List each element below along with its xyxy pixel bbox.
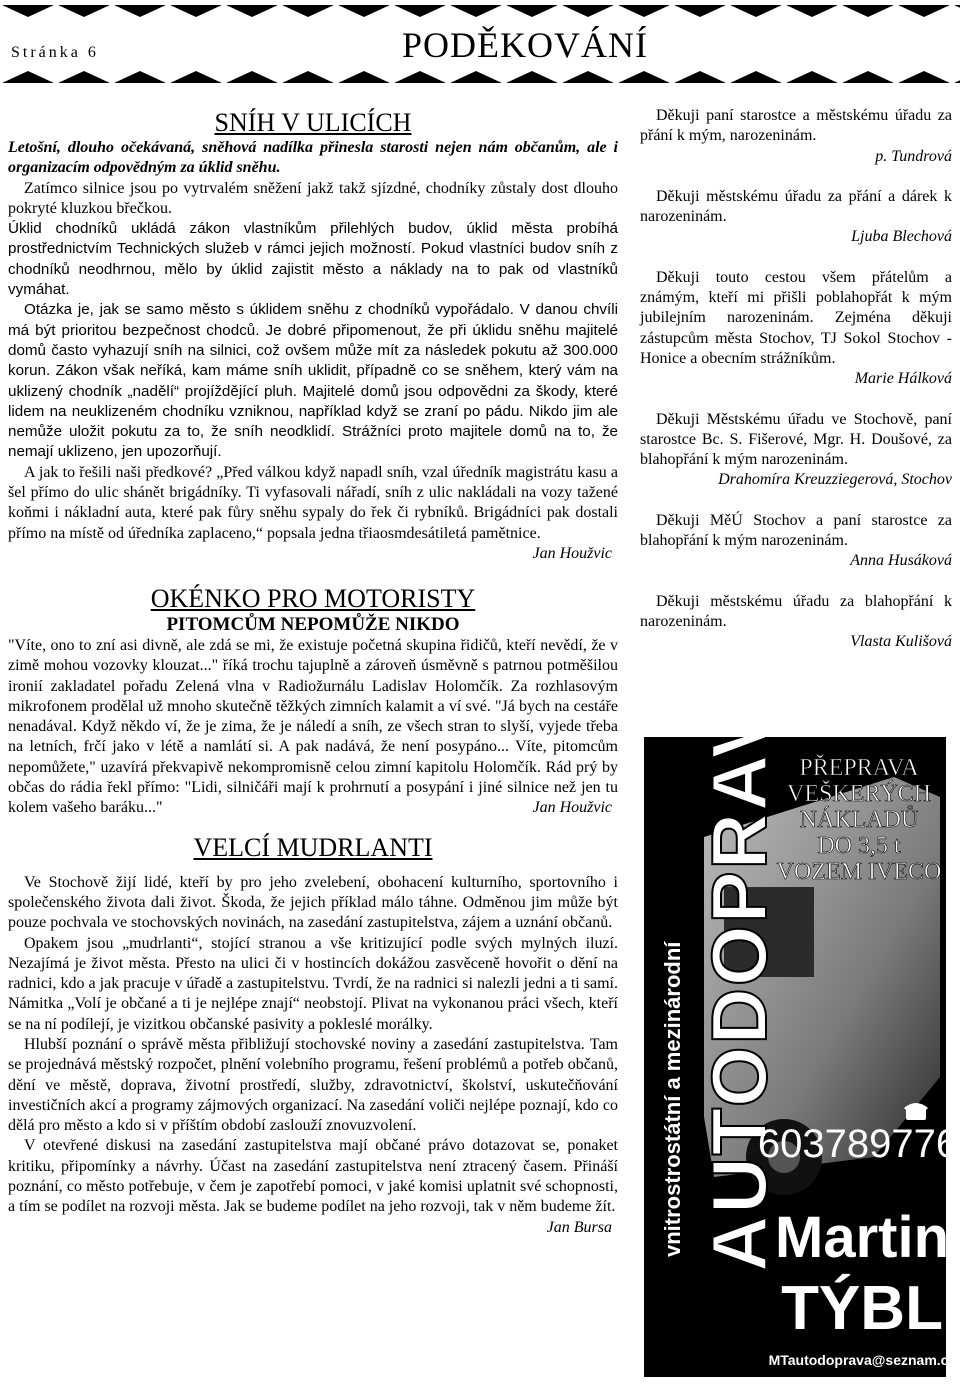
article-author: Jan Houžvic <box>532 544 612 562</box>
thanks-signature: Ljuba Blechová <box>851 228 952 246</box>
advert-graphic <box>644 737 946 1377</box>
article-title-okenko: OKÉNKO PRO MOTORISTY <box>150 583 476 613</box>
page-header <box>0 0 960 86</box>
ad-vertical-big: AUTODOPRAVA <box>695 737 783 1272</box>
ad-line: PŘEPRAVA <box>799 755 919 781</box>
ad-line: VOZEM IVECO <box>776 859 942 885</box>
article-title-velci: VELCÍ MUDRLANTI <box>193 832 433 862</box>
article-paragraph: Úklid chodníků ukládá zákon vlastníkům přilehlých budov, úklid města probíhá prostřednictvím Technických služeb v rámci jejich možností. Pokud vlastníci budov sníh z chodníků neodhrnou, mělo by úklid zajistit město a náklady na to pak od vlastníků vymáhat. <box>8 220 618 299</box>
article-lead: Letošní, dlouho očekávaná, sněhová nadílka přinesla starosti nejen nám občanům, ale i organizacím odpovědným za úklid sněhu. <box>8 139 618 177</box>
article-paragraph: Hlubší poznání o správě města přibližují stochovské noviny a zasedání zastupitelstva. Tam se projednává městský rozpočet, plnění volebního programu, řešení problémů a potřeb občanů, dění ve městě, doprava, životní prostředí, služby, zdravotnictví, školství, uskutečňování investičních akcí a programy zájmových organizací. Na zasedání voliči nejlépe poznají, kdo co dělá pro město a kdo si v příštím období zaslouží znovuzvolení. <box>8 1035 618 1135</box>
thanks-signature: Marie Hálková <box>854 370 952 388</box>
article-paragraph <box>8 636 618 819</box>
ad-first-name: Martin <box>775 1205 946 1270</box>
ad-vertical-small: vnitrostrostátní a mezinárodní <box>660 941 685 1257</box>
ad-line: DO 3,5 t <box>817 833 901 859</box>
right-column <box>640 106 952 653</box>
article-paragraph <box>8 463 618 562</box>
bottom-arrow-border <box>0 70 960 84</box>
thanks-text: Děkuji touto cestou všem přátelům a známým, kteří mi přišli poblahopřát k mým jubilejním narozeninám. Zejména děkuji zástupcům města Stochov, TJ Sokol Stochov - Honice a obecním strážníkům. <box>640 268 952 367</box>
ad-phone: 603789776 <box>757 1122 946 1166</box>
thanks-text: Děkuji městskému úřadu za blahopřání k narozeninám. <box>640 592 952 630</box>
thanks-text: Děkuji paní starostce a městskému úřadu za přání k mým, narozeninám. <box>640 107 952 145</box>
thanks-signature: Anna Husáková <box>850 552 952 570</box>
thanks-text: Děkuji MěÚ Stochov a paní starostce za blahopřání k mým narozeninám. <box>640 511 952 550</box>
section-title: PODĚKOVÁNÍ <box>402 25 648 65</box>
article-paragraph: Opakem jsou „mudrlanti“, stojící stranou a vše kritizující podle svých mylných iluzí. Nezajímá je život města. Přesto na ulici či v hostincích dokážou zasvěceně hovořit o dění na radnici, kdo a jak pracuje v úřadě a zastupitelstvu. Tvrdí, že na radnici si nalezli jedni a ti samí. Námitka „Volí je občané a ti je nejlépe znají“ neobstojí. Plivat na vykonanou práci všech, kteří se na ní podílejí, je vizitkou občanské pasivity a pokleslé morálky. <box>8 934 618 1033</box>
thanks-signature: Vlasta Kulišová <box>850 633 952 651</box>
article-paragraph: Zatímco silnice jsou po vytrvalém sněžení jakž takž sjízdné, chodníky zůstaly dost dlouho pokryté kluzkou břečkou. <box>8 179 618 217</box>
thanks-signature: p. Tundrová <box>875 147 952 165</box>
article-title-snih: SNÍH V ULICÍCH <box>214 108 412 137</box>
thanks-signature: Drahomíra Kreuzziegerová, Stochov <box>718 471 952 489</box>
ad-line: VEŠKERÝCH <box>786 781 932 807</box>
article-author: Jan Bursa <box>546 1218 612 1236</box>
top-arrow-border <box>0 4 960 18</box>
ad-line: NÁKLADŮ <box>799 807 919 833</box>
article-subtitle: PITOMCŮM NEPOMŮŽE NIKDO <box>166 613 460 635</box>
phone-icon <box>904 1103 928 1120</box>
article-text: "Víte, ono to zní asi divně, ale zdá se mi, že existuje početná skupina řidičů, kteří nevědí, že v zimě mohou vozovky klouzat..." říká trochu tajuplně a zároveň úsměvně s patrnou potměšilou ironií zakladatel pořadu Zelená vlna v Radiožurnálu Ladislav Holomčík. Za rozhlasovým mikrofonem prodělal už mnoho skutečně těžkých zimních kalamit a ví své. "Já bych na cestáře nenadával. Když někdo ví, že je zima, že je náledí a sníh, ze všech stran to slyší, vyjede třeba na letních, frčí jako v létě a namlátí si. A pak nadává, že není posypáno... Víte, pitomcům nepomůžete," uzavírá překvapivě nekompromisně celou zimní kapitolu Holomčík. Rád prý by občas do rádia řekl přímo: "Lidi, silničáři mají k prohrnutí a posypání i jiné silnice než jen tu kolem vašeho baráku..." <box>8 636 618 817</box>
ad-email: MTautodoprava@seznam.cz <box>768 1352 946 1368</box>
autodoprava-advertisement <box>644 737 946 1377</box>
article-author: Jan Houžvic <box>532 799 612 817</box>
article-paragraph: Ve Stochově žijí lidé, kteří by pro jeho zvelebení, obohacení kulturního, sportovního i společenského života dali život. Škoda, že jejich příklad málo táhne. Odměnou jim může být pouze pochvala ve stochovských novinách, na zasedání zastupitelstva, zájem a uznání občanů. <box>8 873 618 932</box>
page-number: Stránka 6 <box>11 44 99 61</box>
article-text: V otevřené diskusi na zasedání zastupitelstva mají občané právo dotazovat se, ponaket kritiku, připomínky a návrhy. Účast na zasedání zastupitelstva není ztracený časem. Přináší poznání, co město potřebuje, v čem je zapotřebí pomoci, v jaké komisi uplatnit své schopnosti, a tím se podílet na rozvoji města. Jak se budeme podílet na jeho rozvoji, tak v něm budeme žít. <box>8 1137 618 1216</box>
article-text: A jak to řešili naši předkové? „Před válkou když napadl sníh, vzal úředník magistrátu kasu a šel přímo do ulic shánět brigádníky. Ti vyfasovali nářadí, sníh z ulic nakládali na vozy tažené koňmi i nákladní auta, které pak fůry sněhu sypaly do řek či rybníků. Brigádníci pak dostali přímo na místě od úředníka zaplaceno,“ popsala jedna třiaosmdesátiletá pamětnice. <box>8 463 618 542</box>
left-column <box>8 108 618 1238</box>
thanks-text: Děkuji Městskému úřadu ve Stochově, paní starostce Bc. S. Fišerové, Mgr. H. Doušové, za blahopřání k mým narozeninám. <box>640 410 952 469</box>
article-paragraph <box>8 1136 618 1236</box>
ad-last-name: TÝBL <box>781 1274 943 1343</box>
thanks-text: Děkuji městskému úřadu za přání a dárek k narozeninám. <box>640 187 952 226</box>
article-paragraph: Otázka je, jak se samo město s úklidem sněhu z chodníků vypořádalo. V danou chvíli má být prioritou bezpečnost chodců. Je dobré připomenout, že při úklidu sněhu majitelé domů často vyhazují sníh na silnici, což ovšem může mít za následek pokutu až 300.000 korun. Zákon však neříká, kam máme sníh uklidit, případně co se sněhem, který vám na uklizený chodník „nadělí“ projíždějící pluh. Majitelé domů jsou odpovědni za škody, které lidem na neuklizeném chodníku vzniknou, například když se zraní po pádu. Nikdo jim ale nemůže uložit pokutu za to, že sníh neodklidí. Strážníci proto majitele domů na to, že nemají uklizeno, jen upozorňují. <box>8 301 618 461</box>
